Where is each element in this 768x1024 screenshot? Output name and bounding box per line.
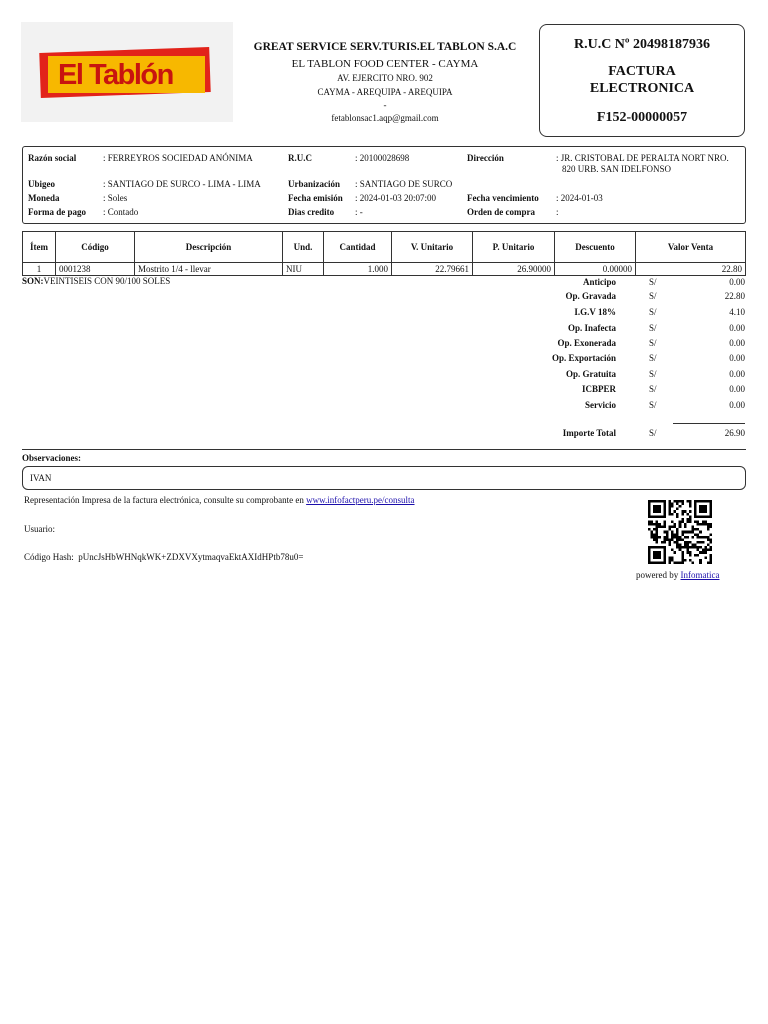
- ubigeo-label: Ubigeo: [28, 179, 55, 189]
- total-label-igv: I.G.V 18%: [574, 307, 616, 317]
- table-row: [23, 263, 746, 276]
- cell-v-unitario: 22.79661: [392, 263, 473, 276]
- total-label-anticipo: Anticipo: [582, 277, 616, 287]
- total-label-servicio: Servicio: [585, 400, 616, 410]
- forma-pago-value: : Contado: [103, 207, 139, 217]
- total-value-anticipo: 0.00: [729, 277, 745, 287]
- total-divider: [673, 423, 745, 424]
- orden-compra-value: :: [556, 207, 559, 217]
- client-info-box: [22, 146, 746, 224]
- total-label-op-inafecta: Op. Inafecta: [568, 323, 616, 333]
- col-p-unitario: P. Unitario: [473, 232, 555, 263]
- razon-value: : FERREYROS SOCIEDAD ANÓNIMA: [103, 153, 253, 163]
- items-table: [22, 231, 746, 276]
- total-value-op-inafecta: 0.00: [729, 323, 745, 333]
- total-value-icbper: 0.00: [729, 384, 745, 394]
- amount-in-words: [22, 276, 170, 286]
- col-item: Ítem: [23, 232, 56, 263]
- son-value: VEINTISEIS CON 90/100 SOLES: [43, 276, 171, 286]
- company-logo: El Tablón: [58, 59, 173, 91]
- cell-valor-venta: 22.80: [636, 263, 746, 276]
- representacion-impresa: [24, 495, 415, 505]
- codigo-hash: [24, 552, 303, 562]
- hash-value: pUncJsHbWHNqkWK+ZDXVXytmaqvaEktAXIdHPtb78u0=: [78, 552, 304, 562]
- ruc-box: [539, 24, 745, 137]
- total-value-op-exonerada: 0.00: [729, 338, 745, 348]
- total-currency: S/: [649, 338, 657, 348]
- col-codigo: Código: [56, 232, 135, 263]
- col-valor-venta: Valor Venta: [636, 232, 746, 263]
- urbanizacion-label: Urbanización: [288, 179, 341, 189]
- total-currency: S/: [649, 384, 657, 394]
- total-value-igv: 4.10: [729, 307, 745, 317]
- direccion-label: Dirección: [467, 153, 504, 163]
- direccion-value-line1: : JR. CRISTOBAL DE PERALTA NORT NRO.: [556, 153, 729, 163]
- orden-compra-label: Orden de compra: [467, 207, 535, 217]
- moneda-value: : Soles: [103, 193, 128, 203]
- total-value-op-gratuita: 0.00: [729, 369, 745, 379]
- total-currency: S/: [649, 400, 657, 410]
- powered-by: [636, 570, 719, 580]
- qr-code: [648, 500, 712, 564]
- col-und: Und.: [283, 232, 324, 263]
- observaciones-text: IVAN: [30, 473, 52, 483]
- powered-text: powered by: [636, 570, 681, 580]
- cell-codigo: 0001238: [56, 263, 135, 276]
- total-currency: S/: [649, 277, 657, 287]
- infomatica-link[interactable]: Infomatica: [680, 570, 720, 580]
- company-address: AV. EJERCITO NRO. 902: [337, 73, 433, 83]
- razon-label: Razón social: [28, 153, 77, 163]
- col-descripcion: Descripción: [135, 232, 283, 263]
- observaciones-box: [22, 466, 746, 490]
- observaciones-label: Observaciones:: [22, 453, 81, 463]
- forma-pago-label: Forma de pago: [28, 207, 86, 217]
- col-v-unitario: V. Unitario: [392, 232, 473, 263]
- total-value-op-gravada: 22.80: [724, 291, 745, 301]
- doc-type-line2: ELECTRONICA: [589, 81, 695, 96]
- cell-descripcion: Mostrito 1/4 - llevar: [135, 263, 283, 276]
- importe-total-label: Importe Total: [562, 428, 616, 438]
- urbanizacion-value: : SANTIAGO DE SURCO: [355, 179, 453, 189]
- total-label-op-gratuita: Op. Gratuita: [565, 369, 616, 379]
- company-name: GREAT SERVICE SERV.TURIS.EL TABLON S.A.C: [253, 41, 517, 53]
- fecha-emision-value: : 2024-01-03 20:07:00: [355, 193, 436, 203]
- col-cantidad: Cantidad: [324, 232, 392, 263]
- total-currency: S/: [649, 323, 657, 333]
- col-descuento: Descuento: [555, 232, 636, 263]
- cell-und: NIU: [283, 263, 324, 276]
- cell-descuento: 0.00000: [555, 263, 636, 276]
- company-trade-name: EL TABLON FOOD CENTER - CAYMA: [291, 58, 479, 70]
- client-ruc-value: : 20100028698: [355, 153, 410, 163]
- doc-type-line1: FACTURA: [608, 64, 676, 79]
- dias-credito-label: Dias credito: [288, 207, 335, 217]
- consulta-link[interactable]: www.infofactperu.pe/consulta: [306, 495, 415, 505]
- moneda-label: Moneda: [28, 193, 60, 203]
- total-value-servicio: 0.00: [729, 400, 745, 410]
- items-header-row: [23, 232, 746, 263]
- total-value-op-exportacion: 0.00: [729, 353, 745, 363]
- total-currency: S/: [649, 291, 657, 301]
- direccion-value-line2: 820 URB. SAN IDELFONSO: [562, 164, 672, 174]
- total-label-icbper: ICBPER: [581, 384, 616, 394]
- total-label-op-gravada: Op. Gravada: [565, 291, 616, 301]
- cell-item: 1: [23, 263, 56, 276]
- hash-label: Código Hash:: [24, 552, 74, 562]
- cell-p-unitario: 26.90000: [473, 263, 555, 276]
- total-currency: S/: [649, 353, 657, 363]
- total-currency: S/: [649, 428, 657, 438]
- client-ruc-label: R.U.C: [288, 153, 312, 163]
- fecha-vencimiento-value: : 2024-01-03: [556, 193, 603, 203]
- dias-credito-value: : -: [355, 207, 363, 217]
- ubigeo-value: : SANTIAGO DE SURCO - LIMA - LIMA: [103, 179, 261, 189]
- company-email: fetablonsac1.aqp@gmail.com: [331, 113, 439, 123]
- son-label: SON:: [22, 276, 44, 286]
- total-currency: S/: [649, 307, 657, 317]
- repr-text: Representación Impresa de la factura electrónica, consulte su comprobante en: [24, 495, 307, 505]
- divider: [22, 449, 746, 450]
- company-separator: -: [383, 100, 387, 110]
- fecha-vencimiento-label: Fecha vencimiento: [467, 193, 539, 203]
- usuario-label: Usuario:: [24, 524, 55, 534]
- ruc-number: R.U.C Nº 20498187936: [573, 37, 711, 52]
- total-label-op-exportacion: Op. Exportación: [551, 353, 616, 363]
- total-currency: S/: [649, 369, 657, 379]
- cell-cantidad: 1.000: [324, 263, 392, 276]
- fecha-emision-label: Fecha emisión: [288, 193, 343, 203]
- importe-total-value: 26.90: [724, 428, 745, 438]
- company-location: CAYMA - AREQUIPA - AREQUIPA: [317, 87, 453, 97]
- doc-number: F152-00000057: [596, 110, 688, 125]
- total-label-op-exonerada: Op. Exonerada: [557, 338, 616, 348]
